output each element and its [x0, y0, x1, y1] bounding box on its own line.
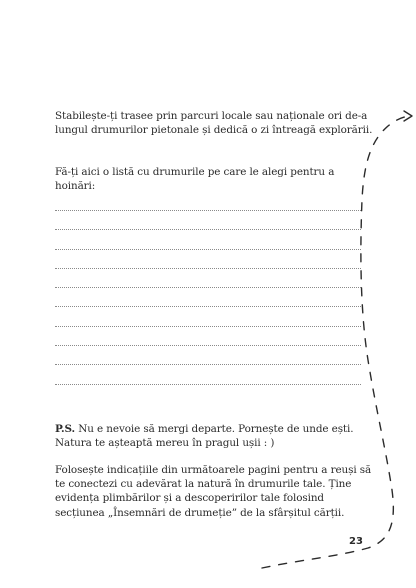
writing-line[interactable]: [55, 210, 361, 211]
writing-line[interactable]: [55, 268, 361, 269]
writing-line[interactable]: [55, 249, 361, 250]
list-prompt: Fă-ți aici o listă cu drumurile pe care le alegi pentru a hoinări:: [55, 166, 335, 193]
writing-line[interactable]: [55, 326, 361, 327]
writing-line[interactable]: [55, 364, 361, 365]
ps-paragraph: [55, 422, 375, 450]
writing-lines: [55, 210, 361, 403]
intro-paragraph: Stabilește-ți trasee prin parcuri locale sau naționale ori de-a lungul drumurilor pietonale și dedică o zi întreagă explorării.: [55, 110, 373, 137]
writing-line[interactable]: [55, 384, 361, 385]
writing-line[interactable]: [55, 306, 361, 307]
writing-line[interactable]: [55, 229, 361, 230]
ps-label: P.S.: [55, 423, 76, 435]
writing-line[interactable]: [55, 287, 361, 288]
page-number: 23: [349, 536, 363, 547]
tips-paragraph: Folosește indicațiile din următoarele pagini pentru a reuși să te conectezi cu adevărat la natură în drumurile tale. Ține evidența plimbărilor și a descoperirilor tale folosind secțiunea „Însemnări de drumeție” de la sfârșitul cărții.: [55, 464, 372, 519]
writing-line[interactable]: [55, 345, 361, 346]
ps-text: Nu e nevoie să mergi departe. Pornește de unde ești. Natura te așteaptă mereu în pragul ușii : ): [55, 423, 354, 450]
